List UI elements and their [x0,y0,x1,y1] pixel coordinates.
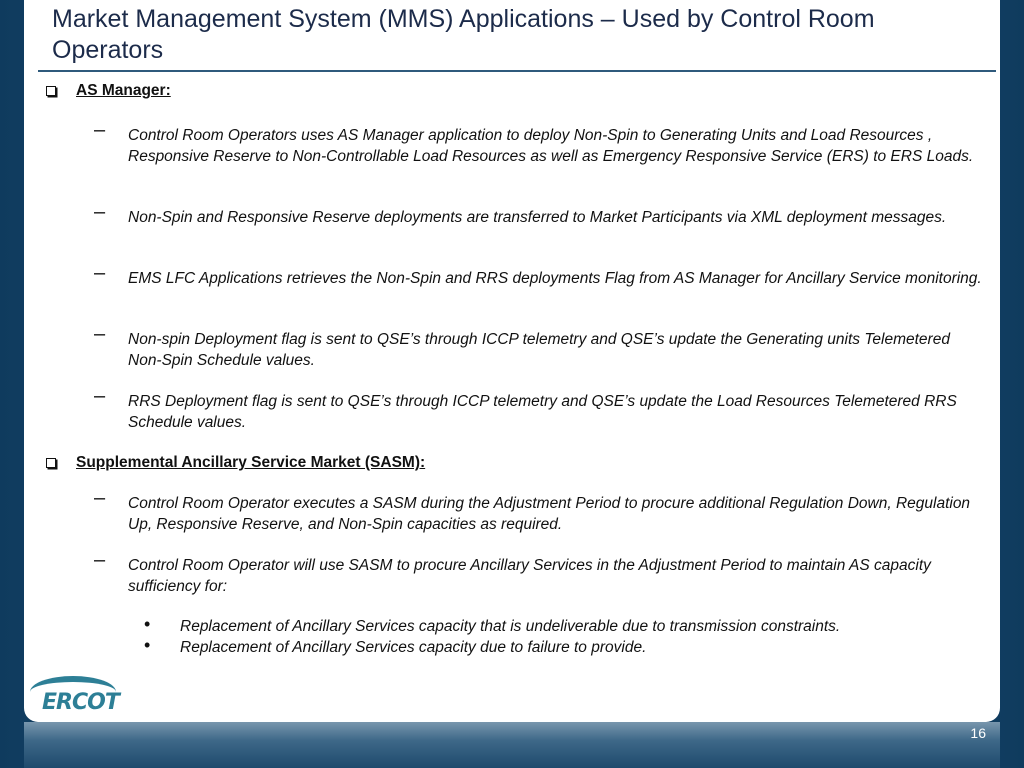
dash-bullet-icon: – [94,262,106,284]
square-bullet-icon [46,458,56,468]
square-bullet-icon [46,86,56,96]
dot-bullet-icon: • [144,635,151,655]
ercot-logo [28,676,120,716]
list-item-text: Control Room Operator executes a SASM during the Adjustment Period to procure additional Regulation Down, Regulation Up, Responsive Reserve, and Non-Spin capacities as required. [128,495,971,533]
list-item-text: RRS Deployment flag is sent to QSE’s through ICCP telemetry and QSE’s update the Load Resources Telemetered RRS Schedule values. [128,393,957,431]
section-heading-text: Supplemental Ancillary Service Market (SASM): [76,454,426,471]
slide [24,0,1000,722]
footer-bar [24,722,1000,768]
dash-bullet-icon: – [94,385,106,407]
page-number: 16 [970,725,986,741]
list-item-text: Non-spin Deployment flag is sent to QSE’s through ICCP telemetry and QSE’s update the Generating units Telemetered Non-Spin Schedule values. [128,331,950,369]
section-heading-sasm [46,454,425,472]
dash-bullet-icon: – [94,201,106,223]
sub-list-item-text: Replacement of Ancillary Services capacity due to failure to provide. [180,639,647,656]
list-item-text: Control Room Operator will use SASM to procure Ancillary Services in the Adjustment Period to maintain AS capacity sufficiency for: [128,557,931,595]
list-item-text: Non-Spin and Responsive Reserve deployments are transferred to Market Participants via XML deployment messages. [128,209,947,226]
dash-bullet-icon: – [94,119,106,141]
section-heading-as-manager [46,82,171,100]
dash-bullet-icon: – [94,549,106,571]
dot-bullet-icon: • [144,614,151,634]
logo-text: ERCOT [42,690,119,715]
sub-list-item-text: Replacement of Ancillary Services capacity that is undeliverable due to transmission constraints. [180,618,841,635]
dash-bullet-icon: – [94,323,106,345]
title-divider [38,70,996,72]
dash-bullet-icon: – [94,487,106,509]
list-item-text: EMS LFC Applications retrieves the Non-Spin and RRS deployments Flag from AS Manager for Ancillary Service monitoring. [128,270,982,287]
section-heading-text: AS Manager: [76,82,171,99]
page-title: Market Management System (MMS) Applications – Used by Control Room Operators [52,5,875,64]
list-item-text: Control Room Operators uses AS Manager application to deploy Non-Spin to Generating Units and Load Resources , Responsive Reserve to Non-Controllable Load Resources as well as Emergency Responsive Service (ERS) to ERS Loads. [128,127,974,165]
